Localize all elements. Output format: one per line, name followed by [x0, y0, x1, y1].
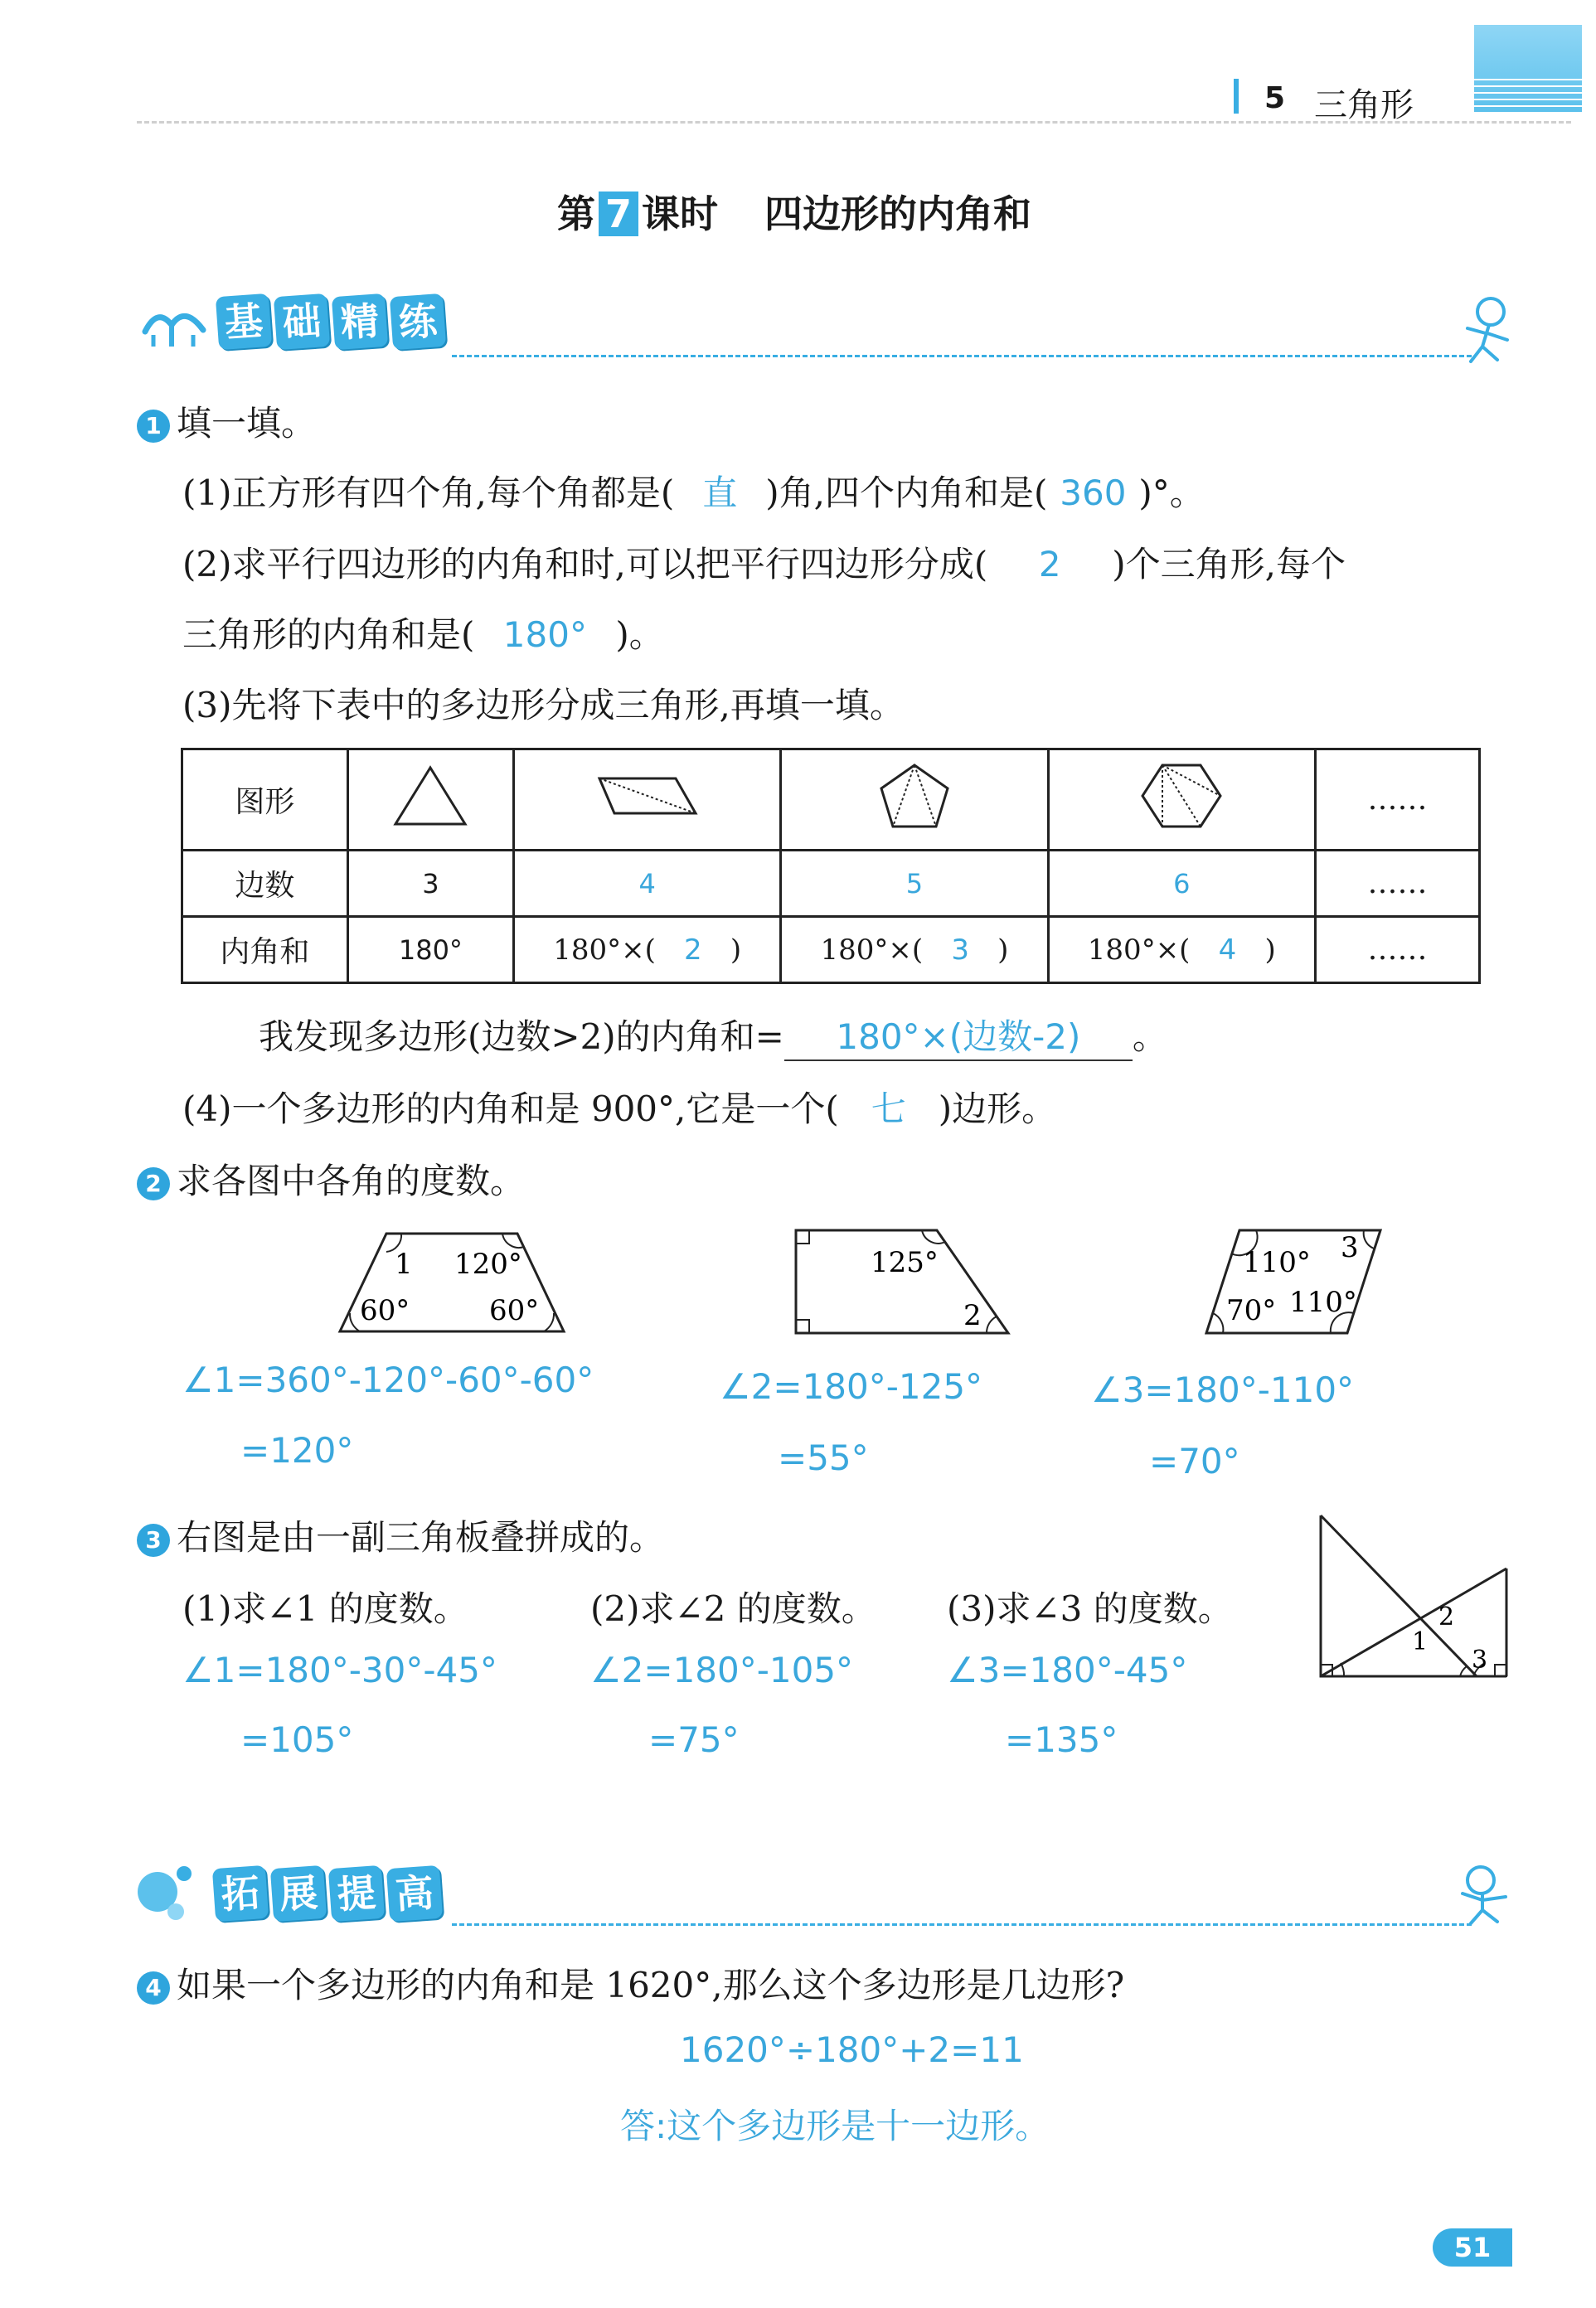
q3-answer-3-line2: =135° — [1005, 1719, 1118, 1760]
q4-calculation: 1620°÷180°+2=11 — [680, 2029, 1024, 2070]
triangle-cell — [347, 749, 513, 851]
section-char: 练 — [390, 293, 446, 350]
trapezoid-angle-1: 1 — [395, 1248, 413, 1281]
polygon-table — [181, 748, 1481, 984]
q4-title: 如果一个多边形的内角和是 1620°,那么这个多边形是几边形? — [177, 1965, 1125, 2005]
sum-value: 180° — [347, 917, 513, 983]
section-char: 精 — [332, 293, 388, 350]
discovery-end: 。 — [1132, 1016, 1167, 1057]
q3-answer-3-line1: ∠3=180°-45° — [947, 1650, 1188, 1690]
parallelogram-angle-110-top: 110° — [1243, 1246, 1311, 1279]
q3-sub-3: (3)求∠3 的度数。 — [947, 1588, 1233, 1629]
section-extend-title — [214, 1867, 446, 1920]
q2-solution-1-line1: ∠1=360°-120°-60°-60° — [182, 1360, 594, 1400]
q1-p2-answer-2: 180° — [502, 614, 587, 655]
q2-solution-2-line1: ∠2=180°-125° — [720, 1366, 983, 1407]
lesson-name: 四边形的内角和 — [764, 192, 1032, 236]
q1-p2-text-c: 三角形的内角和是( — [182, 614, 475, 655]
q1-p2-answer-1: 2 — [1038, 544, 1061, 584]
q1-p4-answer: 七 — [871, 1089, 906, 1129]
trapezoid-angle-120: 120° — [454, 1248, 522, 1281]
corner-tab-stripes — [1474, 79, 1582, 112]
q3-heading — [137, 1510, 664, 1560]
q1-number: 1 — [137, 410, 170, 443]
parallelogram-figure-q2 — [1198, 1224, 1389, 1340]
q3-title: 右图是由一副三角板叠拼成的。 — [177, 1517, 665, 1558]
sum-prefix: 180°×( — [553, 933, 656, 967]
mascot-icon — [1453, 292, 1519, 366]
pentagon-cell — [781, 749, 1048, 851]
q4-heading — [137, 1958, 1124, 2008]
lesson-prefix: 第 — [557, 192, 595, 236]
section-char: 提 — [328, 1865, 385, 1922]
q1-part2-line1 — [182, 537, 1346, 587]
sum-suffix: ) — [730, 933, 742, 967]
q1-title: 填一填。 — [177, 403, 317, 444]
chapter-marker — [1234, 79, 1239, 114]
section-basic-title — [217, 295, 449, 348]
q1-part2-line2 — [182, 608, 664, 657]
q1-p2-text-a: (2)求平行四边形的内角和时,可以把平行四边形分成( — [182, 544, 988, 584]
section-char: 展 — [270, 1865, 327, 1922]
trapezoid-angle-60-left: 60° — [360, 1294, 410, 1327]
q4-number: 4 — [137, 1971, 170, 2005]
q1-p1-answer-2: 360 — [1060, 473, 1127, 513]
trapezoid-angle-60-right: 60° — [489, 1294, 540, 1327]
sum-cell — [514, 917, 781, 983]
section-rule — [452, 1923, 1472, 1926]
ellipsis-cell: …… — [1315, 917, 1479, 983]
q2-number: 2 — [137, 1167, 170, 1200]
q1-p4-text-b: )边形。 — [938, 1089, 1057, 1129]
sides-value: 3 — [347, 851, 513, 917]
page-number: 51 — [1433, 2228, 1512, 2267]
sides-answer: 6 — [1048, 851, 1315, 917]
table-row — [182, 917, 1480, 983]
q1-p1-answer-1: 直 — [702, 473, 738, 513]
set-square-figure — [1314, 1509, 1513, 1683]
q1-discovery — [259, 1010, 1167, 1061]
chapter-number: 5 — [1264, 81, 1286, 115]
hexagon-figure — [1136, 759, 1227, 833]
section-rule — [452, 355, 1472, 357]
chapter-title: 三角形 — [1314, 86, 1414, 124]
q3-answer-2-line2: =75° — [648, 1719, 740, 1760]
set-square-label-3: 3 — [1472, 1646, 1488, 1675]
q1-part1 — [182, 466, 1205, 516]
q2-solution-2-line2: =55° — [778, 1438, 869, 1478]
lesson-number: 7 — [599, 192, 638, 236]
q2-solution-3-line1: ∠3=180°-110° — [1091, 1370, 1355, 1410]
q1-part3: (3)先将下表中的多边形分成三角形,再填一填。 — [182, 685, 905, 725]
row-label: 图形 — [182, 749, 348, 851]
mascot-icon — [1449, 1860, 1516, 1927]
pentagon-figure — [873, 759, 956, 833]
sum-answer: 3 — [951, 933, 969, 967]
q2-heading — [137, 1154, 525, 1204]
q4-answer: 答:这个多边形是十一边形。 — [620, 2106, 1050, 2146]
sum-cell — [1048, 917, 1315, 983]
table-row — [182, 851, 1480, 917]
q1-heading — [137, 396, 316, 446]
right-trapezoid-angle-125: 125° — [871, 1246, 939, 1279]
q2-solution-1-line2: =120° — [240, 1430, 354, 1471]
lesson-title — [557, 184, 1031, 239]
q1-p2-text-b: )个三角形,每个 — [1112, 544, 1346, 584]
row-label: 内角和 — [182, 917, 348, 983]
q1-p1-text-b: )角,四个内角和是( — [765, 473, 1048, 513]
q3-sub-2: (2)求∠2 的度数。 — [590, 1588, 876, 1629]
sum-prefix: 180°×( — [1087, 933, 1191, 967]
lesson-suffix: 课时 — [642, 192, 719, 236]
sides-answer: 5 — [781, 851, 1048, 917]
q3-answer-2-line1: ∠2=180°-105° — [590, 1650, 854, 1690]
q3-answer-1-line2: =105° — [240, 1719, 354, 1760]
section-char: 础 — [274, 293, 330, 350]
q3-answer-1-line1: ∠1=180°-30°-45° — [182, 1650, 497, 1690]
right-trapezoid-figure — [788, 1224, 1020, 1340]
sum-cell — [781, 917, 1048, 983]
bubbles-icon — [133, 1857, 199, 1923]
q2-title: 求各图中各角的度数。 — [177, 1161, 526, 1201]
q1-p1-text-c: )°。 — [1138, 473, 1205, 513]
parallelogram-figure — [589, 767, 706, 825]
parallelogram-angle-110-bottom: 110° — [1289, 1286, 1357, 1319]
sum-answer: 4 — [1218, 933, 1237, 967]
q1-p4-text-a: (4)一个多边形的内角和是 900°,它是一个( — [182, 1089, 839, 1129]
ellipsis-cell: …… — [1315, 749, 1479, 851]
table-row — [182, 749, 1480, 851]
section-char: 高 — [386, 1865, 443, 1922]
row-label: 边数 — [182, 851, 348, 917]
sum-suffix: ) — [997, 933, 1009, 967]
q3-number: 3 — [137, 1524, 170, 1557]
q1-part4 — [182, 1082, 1056, 1132]
sum-prefix: 180°×( — [820, 933, 924, 967]
parallelogram-angle-70: 70° — [1226, 1294, 1277, 1327]
set-square-label-2: 2 — [1438, 1603, 1455, 1632]
sum-answer: 2 — [684, 933, 702, 967]
parallelogram-cell — [514, 749, 781, 851]
parallelogram-angle-3: 3 — [1341, 1231, 1359, 1264]
sides-answer: 4 — [514, 851, 781, 917]
sprout-icon — [137, 298, 211, 348]
discovery-answer: 180°×(边数-2) — [784, 1010, 1133, 1061]
q1-p2-text-d: )。 — [615, 614, 664, 655]
trapezoid-figure — [332, 1227, 572, 1339]
section-char: 拓 — [212, 1865, 269, 1922]
triangle-figure — [389, 763, 472, 829]
right-trapezoid-angle-2: 2 — [963, 1299, 982, 1332]
hexagon-cell — [1048, 749, 1315, 851]
sum-suffix: ) — [1264, 933, 1276, 967]
q1-p1-text-a: (1)正方形有四个角,每个角都是( — [182, 473, 675, 513]
section-char: 基 — [216, 293, 272, 350]
ellipsis-cell: …… — [1315, 851, 1479, 917]
q3-sub-1: (1)求∠1 的度数。 — [182, 1588, 468, 1629]
set-square-label-1: 1 — [1412, 1627, 1429, 1656]
discovery-text: 我发现多边形(边数>2)的内角和= — [259, 1016, 784, 1057]
q2-solution-3-line2: =70° — [1149, 1441, 1240, 1481]
